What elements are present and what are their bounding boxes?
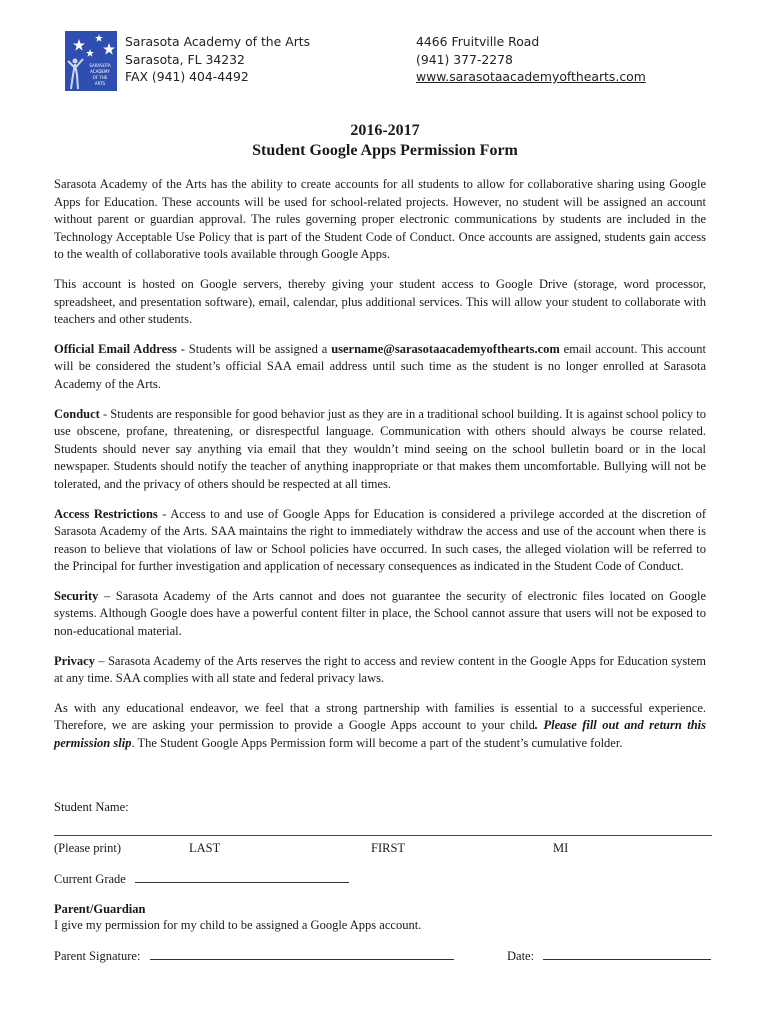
- school-contact-block: [416, 33, 646, 86]
- form-body: [54, 176, 706, 765]
- logo-text-line4: ARTS: [94, 81, 106, 86]
- access-heading: Access Restrictions: [54, 506, 158, 521]
- form-title: Student Google Apps Permission Form: [252, 142, 518, 159]
- access-paragraph: [54, 506, 706, 576]
- current-grade-label: Current Grade: [54, 872, 126, 886]
- logo-text-line1: SARASOTA: [89, 63, 111, 68]
- security-text: – Sarasota Academy of the Arts cannot and does not guarantee the security of electronic files located on Google systems. Although Google does have a powerful content filter in place, the School cannot assure that users will not be exposed to non-educational material.: [54, 588, 706, 639]
- date-label: Date:: [507, 949, 535, 963]
- email-paragraph: [54, 341, 706, 394]
- school-year-title: 2016-2017: [350, 122, 420, 139]
- school-city: Sarasota, FL 34232: [125, 51, 245, 67]
- privacy-heading: Privacy: [54, 653, 95, 668]
- closing-paragraph: [54, 700, 706, 753]
- email-text-1: - Students will be assigned a: [176, 341, 332, 356]
- date-line[interactable]: [543, 947, 711, 960]
- please-print-label: (Please print): [54, 841, 121, 855]
- parent-signature-line[interactable]: [150, 947, 454, 960]
- school-fax: FAX (941) 404-4492: [125, 69, 249, 84]
- closing-text-1: As with any educational endeavor, we feel that a strong partnership with families is essential to a successful experience. Therefore, we are asking your permission to provide a Google Apps account to your child: [54, 700, 706, 733]
- school-address-block: [125, 33, 310, 86]
- parent-guardian-heading: Parent/Guardian: [54, 902, 146, 916]
- closing-text-2: . The Student Google Apps Permission form will become a part of the student’s cumulative folder.: [131, 736, 623, 751]
- middle-initial-label: MI: [553, 841, 569, 855]
- school-street: 4466 Fruitville Road: [416, 34, 540, 49]
- parent-signature-row: [54, 947, 454, 965]
- current-grade-line[interactable]: [135, 870, 349, 883]
- privacy-text: – Sarasota Academy of the Arts reserves the right to access and review content in the Google Apps for Education system at any time. SAA complies with all state and federal privacy laws.: [54, 653, 706, 686]
- security-heading: Security: [54, 588, 99, 603]
- school-logo: [65, 31, 117, 91]
- logo-text-line2: ACADEMY: [90, 69, 110, 74]
- email-text-2: email account. This account will be considered the student’s official SAA email address until such time as the student is no longer enrolled at Sarasota Academy of the Arts.: [54, 341, 706, 391]
- access-text: - Access to and use of Google Apps for Education is considered a privilege accorded at the discretion of Sarasota Academy of the Arts. SAA maintains the right to immediately withdraw the access and use of the account when there is reason to believe that violations of law or School policies have occurred. In such cases, the alleged violation will be referred to the Principal for further investigation and application of necessary consequences as indicated in the Student Code of Conduct.: [54, 506, 706, 574]
- hosting-paragraph: This account is hosted on Google servers, thereby giving your student access to Google Drive (storage, word processor, spreadsheet, and presentation software), email, calendar, plus additional services. This will allow your student to collaborate with teachers and other students.: [54, 276, 706, 327]
- date-row: [507, 947, 711, 965]
- intro-paragraph: Sarasota Academy of the Arts has the ability to create accounts for all students to allow for collaborative sharing using Google Apps for Education. These accounts will be used for school-related projects. However, no student will be assigned an account without parent or guardian approval. The rules governing proper electronic communications by students are included in the Technology Acceptable Use Policy that is part of the Student Code of Conduct. Once accounts are assigned, students gain access to the wealth of collaborative tools available through Google Apps.: [54, 177, 706, 262]
- parent-consent-text: I give my permission for my child to be assigned a Google Apps account.: [54, 918, 422, 932]
- parent-signature-label: Parent Signature:: [54, 949, 141, 963]
- last-name-label: LAST: [189, 841, 221, 855]
- email-address: username@sarasotaacademyofthearts.com: [331, 341, 560, 356]
- student-name-line[interactable]: [54, 835, 712, 836]
- school-phone: (941) 377-2278: [416, 51, 513, 67]
- conduct-text: - Students are responsible for good behavior just as they are in a traditional school building. It is against school policy to use obscene, profane, threatening, or disrespectful language. Communication with others should always be course related. Students should never say anything via email that they wouldn’t mind seeing on the school bulletin board or in the local newspaper. Students should notify the teacher of anything inappropriate or that makes them uncomfortable. Bullying will not be tolerated, and the privacy of others should be respected at all times.: [54, 406, 706, 491]
- privacy-paragraph: [54, 653, 706, 688]
- email-heading: Official Email Address: [54, 341, 177, 356]
- current-grade-row: [54, 870, 349, 888]
- logo-text-line3: OF THE: [92, 75, 108, 80]
- school-name: Sarasota Academy of the Arts: [125, 34, 311, 49]
- security-paragraph: [54, 588, 706, 641]
- conduct-heading: Conduct: [54, 406, 100, 421]
- student-name-label: Student Name:: [54, 800, 129, 814]
- conduct-paragraph: [54, 406, 706, 494]
- first-name-label: FIRST: [371, 841, 406, 855]
- school-website-link[interactable]: www.sarasotaacademyofthearts.com: [416, 69, 646, 84]
- closing-emphasis: . Please fill out and return this permission slip: [54, 718, 706, 751]
